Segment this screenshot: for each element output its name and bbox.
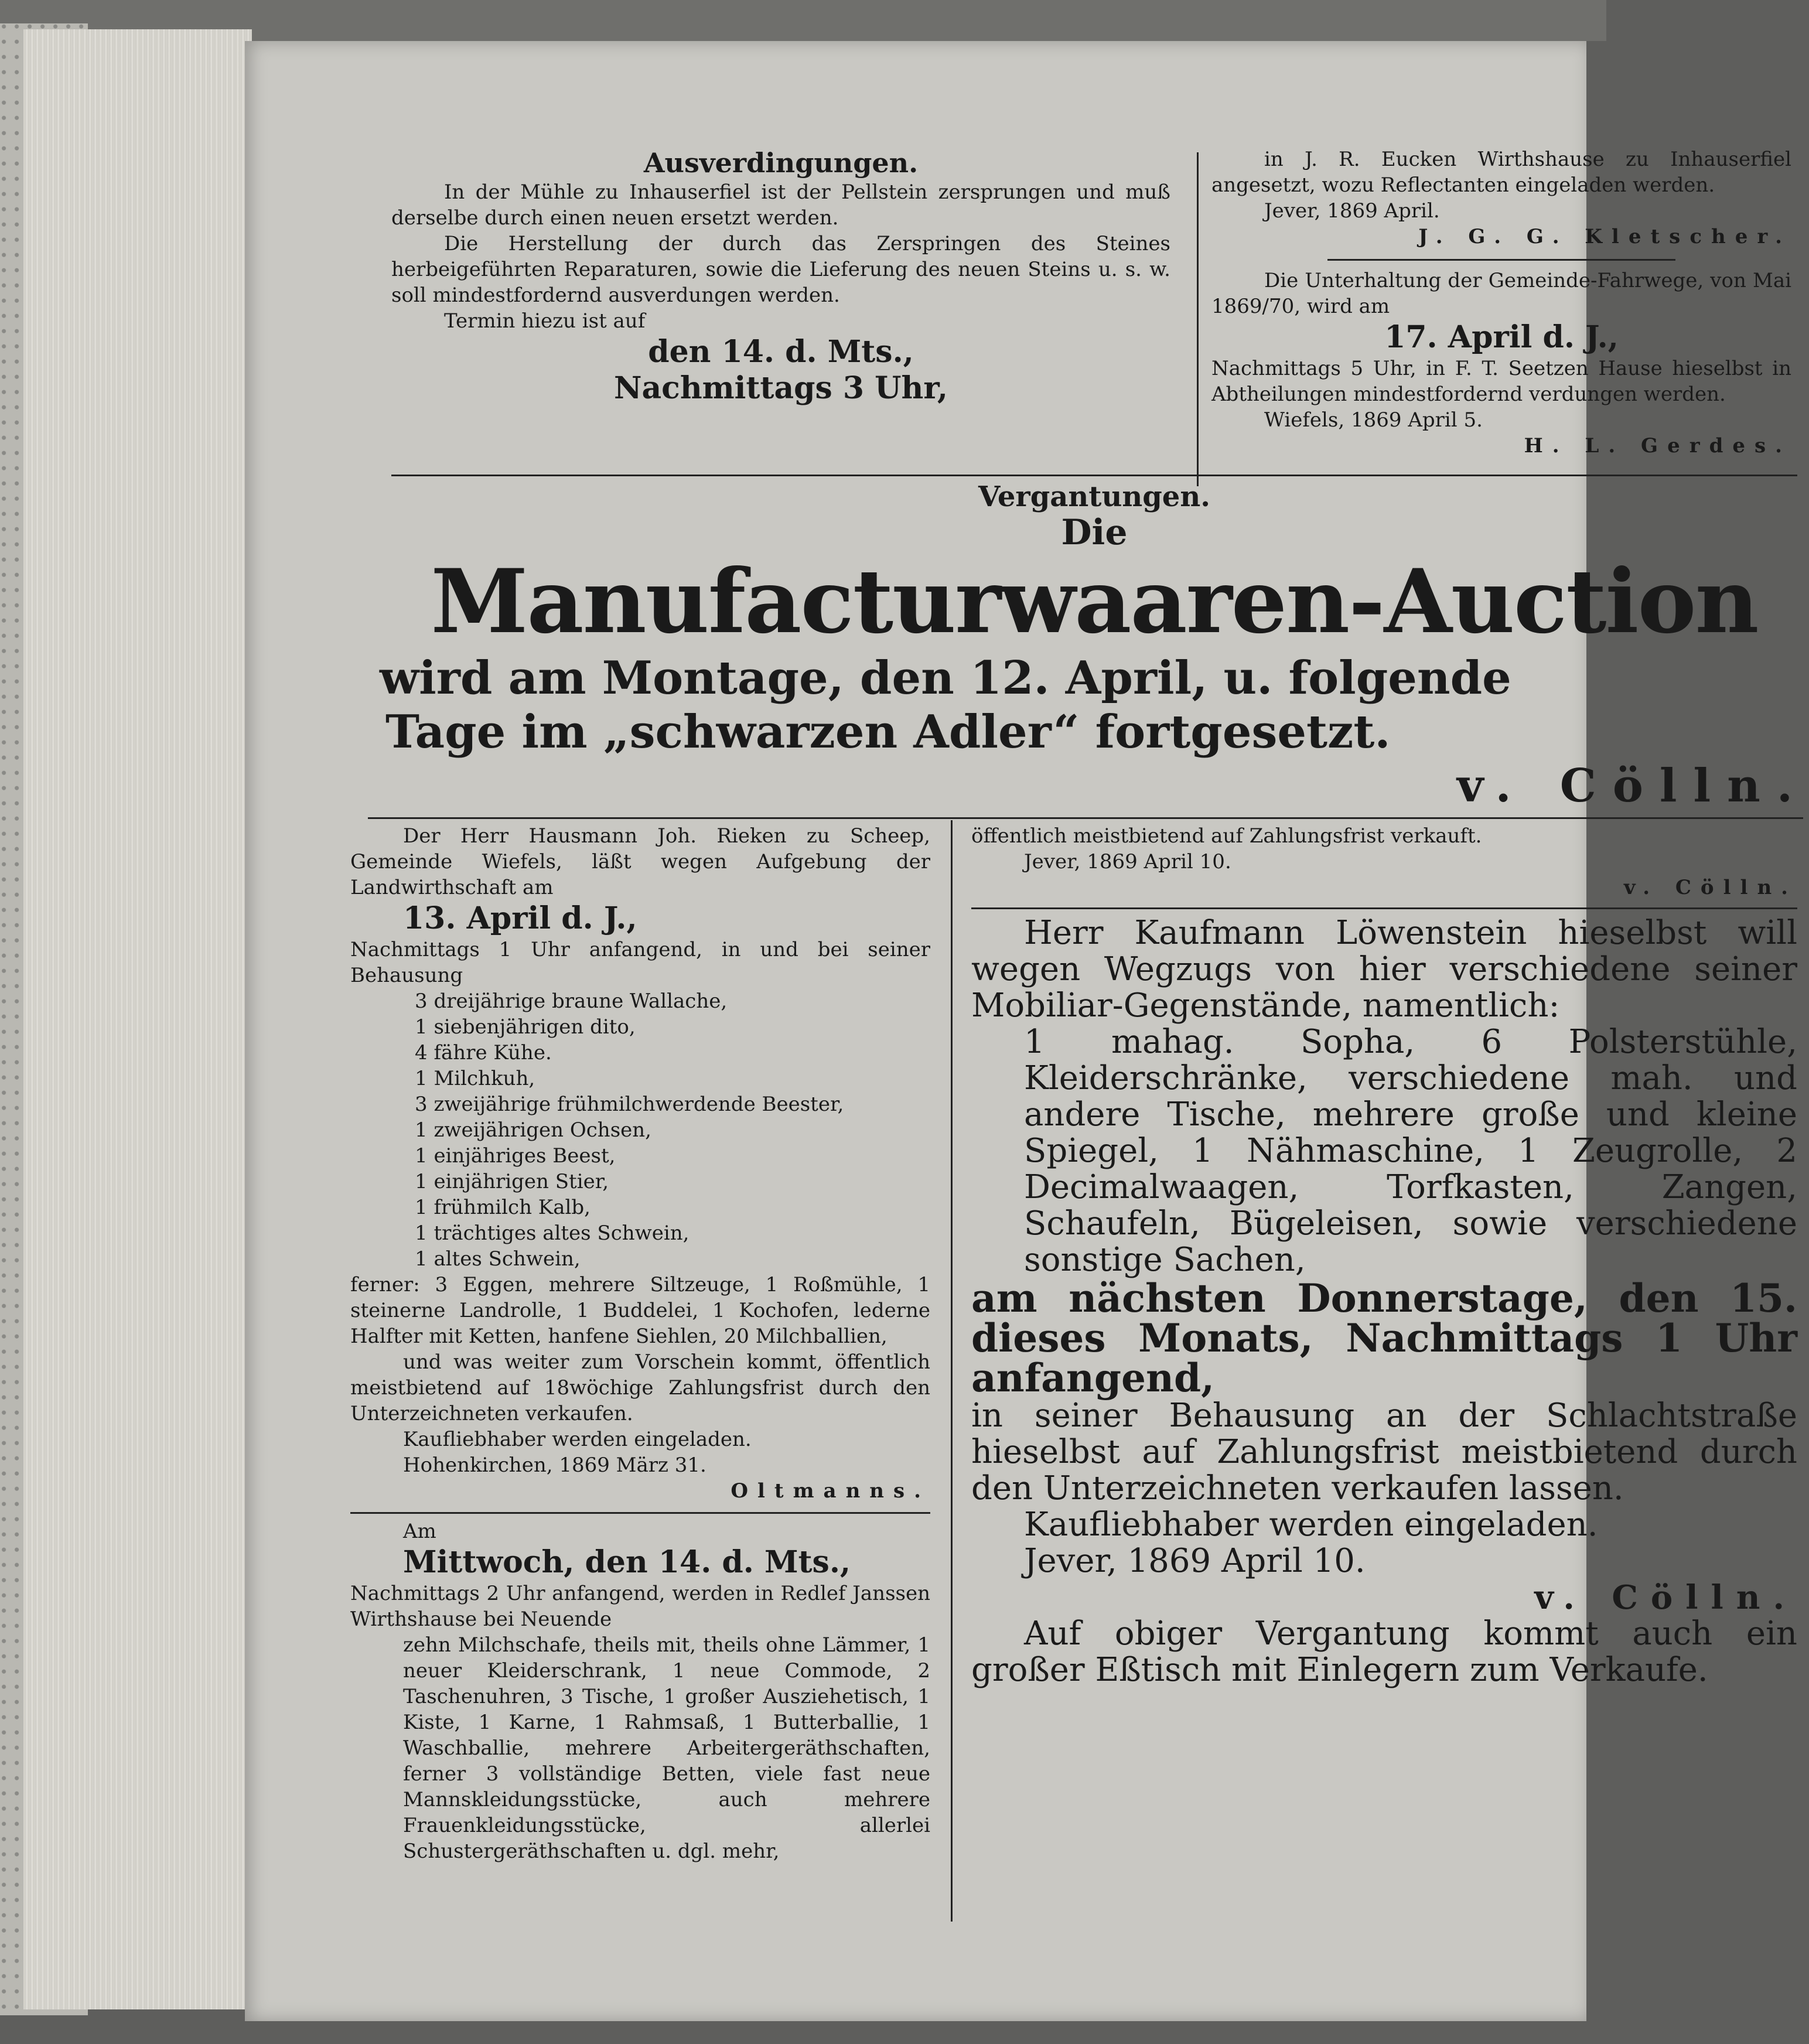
notice-text: Kaufliebhaber werden eingeladen. — [1024, 1506, 1598, 1544]
notice-text: Die Herstellung der durch das Zerspringen des Steines herbeigeführten Reparaturen, sowie die Lieferung des neuen Steins u. s. w. soll mindestfordernd ausverdungen werden. — [391, 232, 1170, 307]
list-item: 1 einjähriges Beest, — [415, 1144, 616, 1168]
ad-line: wird am Montage, den 12. April, u. folgende — [380, 651, 1511, 705]
notice-ausverdingungen — [391, 146, 1170, 407]
notice-text: Auf obiger Vergantung kommt auch ein großer Eßtisch mit Einlegern zum Verkaufe. — [971, 1615, 1797, 1689]
notice-text: Nachmittags 2 Uhr anfangend, werden in Redlef Janssen Wirthshause bei Neuende — [350, 1582, 930, 1631]
list-item: 1 altes Schwein, — [415, 1247, 581, 1271]
list-item: 4 fähre Kühe. — [415, 1041, 552, 1064]
list-item: 1 Milchkuh, — [415, 1067, 535, 1090]
section-title: Vergantungen. — [978, 480, 1210, 513]
notice-signature: J. G. G. Kletscher. — [1418, 225, 1791, 248]
list-item: 1 einjährigen Stier, — [415, 1170, 609, 1193]
separator — [1327, 259, 1675, 261]
notice-text: 1 mahag. Sopha, 6 Polsterstühle, Kleiderschränke, verschiedene mah. und andere Tische, mehrere große und kleine Spiegel, 1 Nähmaschine, 1 Zeugrolle, 2 Decimalwaagen, Torfkasten, Zangen, Schaufeln, Bügeleisen, sowie verschiedene sonstige Sachen, — [1024, 1023, 1797, 1279]
notice-date: am nächsten Donnerstage, den 15. dieses Monats, Nachmittags 1 Uhr anfangend, — [971, 1275, 1797, 1401]
notice-text: Nachmittags 5 Uhr, in F. T. Seetzen Hause hieselbst in Abtheilungen mindestfordernd verdungen werden. — [1211, 357, 1791, 406]
notice-date: den 14. d. Mts., — [648, 334, 914, 370]
notice-time: Nachmittags 3 Uhr, — [613, 370, 948, 406]
list-item: 1 trächtiges altes Schwein, — [415, 1221, 690, 1245]
notice-text: zehn Milchschafe, theils mit, theils ohne Lämmer, 1 neuer Kleiderschrank, 1 neue Commode, 2 Taschenuhren, 3 Tische, 1 großer Ausziehetisch, 1 Kiste, 1 Karne, 1 Rahmsaß, 1 Butterballie, 1 Waschballie, mehrere Arbeitergeräthschaften, ferner 3 vollständige Betten, viele fast neue Mannskleidungsstücke, auch mehrere Frauenkleidungsstücke, allerlei Schustergeräthschaften u. dgl. mehr, — [403, 1633, 930, 1863]
notice-place: Jever, 1869 April 10. — [1024, 1542, 1366, 1580]
ad-line: Tage im „schwarzen Adler“ fortgesetzt. — [385, 705, 1391, 759]
column-divider — [1197, 152, 1199, 486]
notice-text: ferner: 3 Eggen, mehrere Siltzeuge, 1 Roßmühle, 1 steinerne Landrolle, 1 Buddelei, 1 Kochofen, lederne Halfter mit Ketten, hanfene Siehlen, 20 Milchballien, — [350, 1273, 930, 1348]
notice-title: Ausverdingungen. — [643, 147, 919, 179]
list-item: 1 zweijährigen Ochsen, — [415, 1118, 651, 1142]
section-rule — [391, 475, 1797, 476]
notice-text: in seiner Behausung an der Schlachtstraße hieselbst auf Zahlungsfrist meistbietend durch den Unterzeichneten verkaufen lassen. — [971, 1397, 1797, 1507]
column-divider — [951, 820, 953, 1922]
notice-place: Jever, 1869 April. — [1264, 199, 1440, 223]
list-item: 1 frühmilch Kalb, — [415, 1196, 591, 1219]
notice-date: Mittwoch, den 14. d. Mts., — [403, 1544, 851, 1580]
notice-place: Wiefels, 1869 April 5. — [1264, 408, 1483, 432]
notice-top-right — [1211, 146, 1791, 459]
notice-text: In der Mühle zu Inhauserfiel ist der Pellstein zersprungen und muß derselbe durch einen neuen ersetzt werden. — [391, 180, 1170, 230]
notice-date: 13. April d. J., — [403, 900, 637, 936]
notice-signature: Oltmanns. — [731, 1479, 930, 1503]
notice-text: Herr Kaufmann Löwenstein hieselbst will wegen Wegzugs von hier verschiedene seiner Mobiliar-Gegenstände, namentlich: — [971, 914, 1797, 1025]
notice-signature: v. Cölln. — [1534, 1578, 1797, 1617]
notice-text: Kaufliebhaber werden eingeladen. — [403, 1428, 752, 1451]
notice-place: Hohenkirchen, 1869 März 31. — [403, 1453, 706, 1477]
notice-signature: H. L. Gerdes. — [1524, 434, 1791, 458]
ad-die: Die — [1061, 512, 1128, 553]
notice-text: Die Unterhaltung der Gemeinde-Fahrwege, von Mai 1869/70, wird am — [1211, 269, 1791, 318]
item-list — [350, 988, 930, 1272]
notice-signature: v. Cölln. — [1623, 876, 1797, 899]
section-rule — [368, 817, 1803, 819]
notice-place: Jever, 1869 April 10. — [1024, 850, 1231, 873]
notice-bottom-right — [971, 823, 1797, 1688]
notice-date: 17. April d. J., — [1384, 319, 1619, 355]
separator — [971, 907, 1797, 909]
notice-text: Nachmittags 1 Uhr anfangend, in und bei seiner Behausung — [350, 938, 930, 987]
auction-ad — [380, 480, 1809, 813]
notice-text: in J. R. Eucken Wirthshause zu Inhauserfiel angesetzt, wozu Reflectanten eingeladen werden. — [1211, 148, 1791, 197]
notice-text: Der Herr Hausmann Joh. Rieken zu Scheep, Gemeinde Wiefels, läßt wegen Aufgebung der Landwirthschaft am — [350, 824, 930, 899]
page-edges — [23, 29, 252, 2009]
notice-text: und was weiter zum Vorschein kommt, öffentlich meistbietend auf 18wöchige Zahlungsfrist durch den Unterzeichneten verkaufen. — [350, 1350, 930, 1425]
newspaper-page — [245, 41, 1809, 2021]
list-item: 1 siebenjährigen dito, — [415, 1015, 636, 1039]
list-item: 3 dreijährige braune Wallache, — [415, 989, 728, 1013]
list-item: 3 zweijährige frühmilchwerdende Beester, — [415, 1093, 844, 1116]
loewenstein-notice — [971, 915, 1797, 1688]
notice-rieken — [350, 823, 930, 1864]
notice-text: öffentlich meistbietend auf Zahlungsfrist verkauft. — [971, 824, 1482, 848]
separator — [350, 1512, 930, 1514]
notice-text: Termin hiezu ist auf — [444, 309, 646, 333]
ad-headline: Manufacturwaaren-Auction — [431, 550, 1758, 653]
notice-text: Am — [403, 1520, 436, 1543]
ad-signature: v. Cölln. — [1456, 759, 1809, 813]
